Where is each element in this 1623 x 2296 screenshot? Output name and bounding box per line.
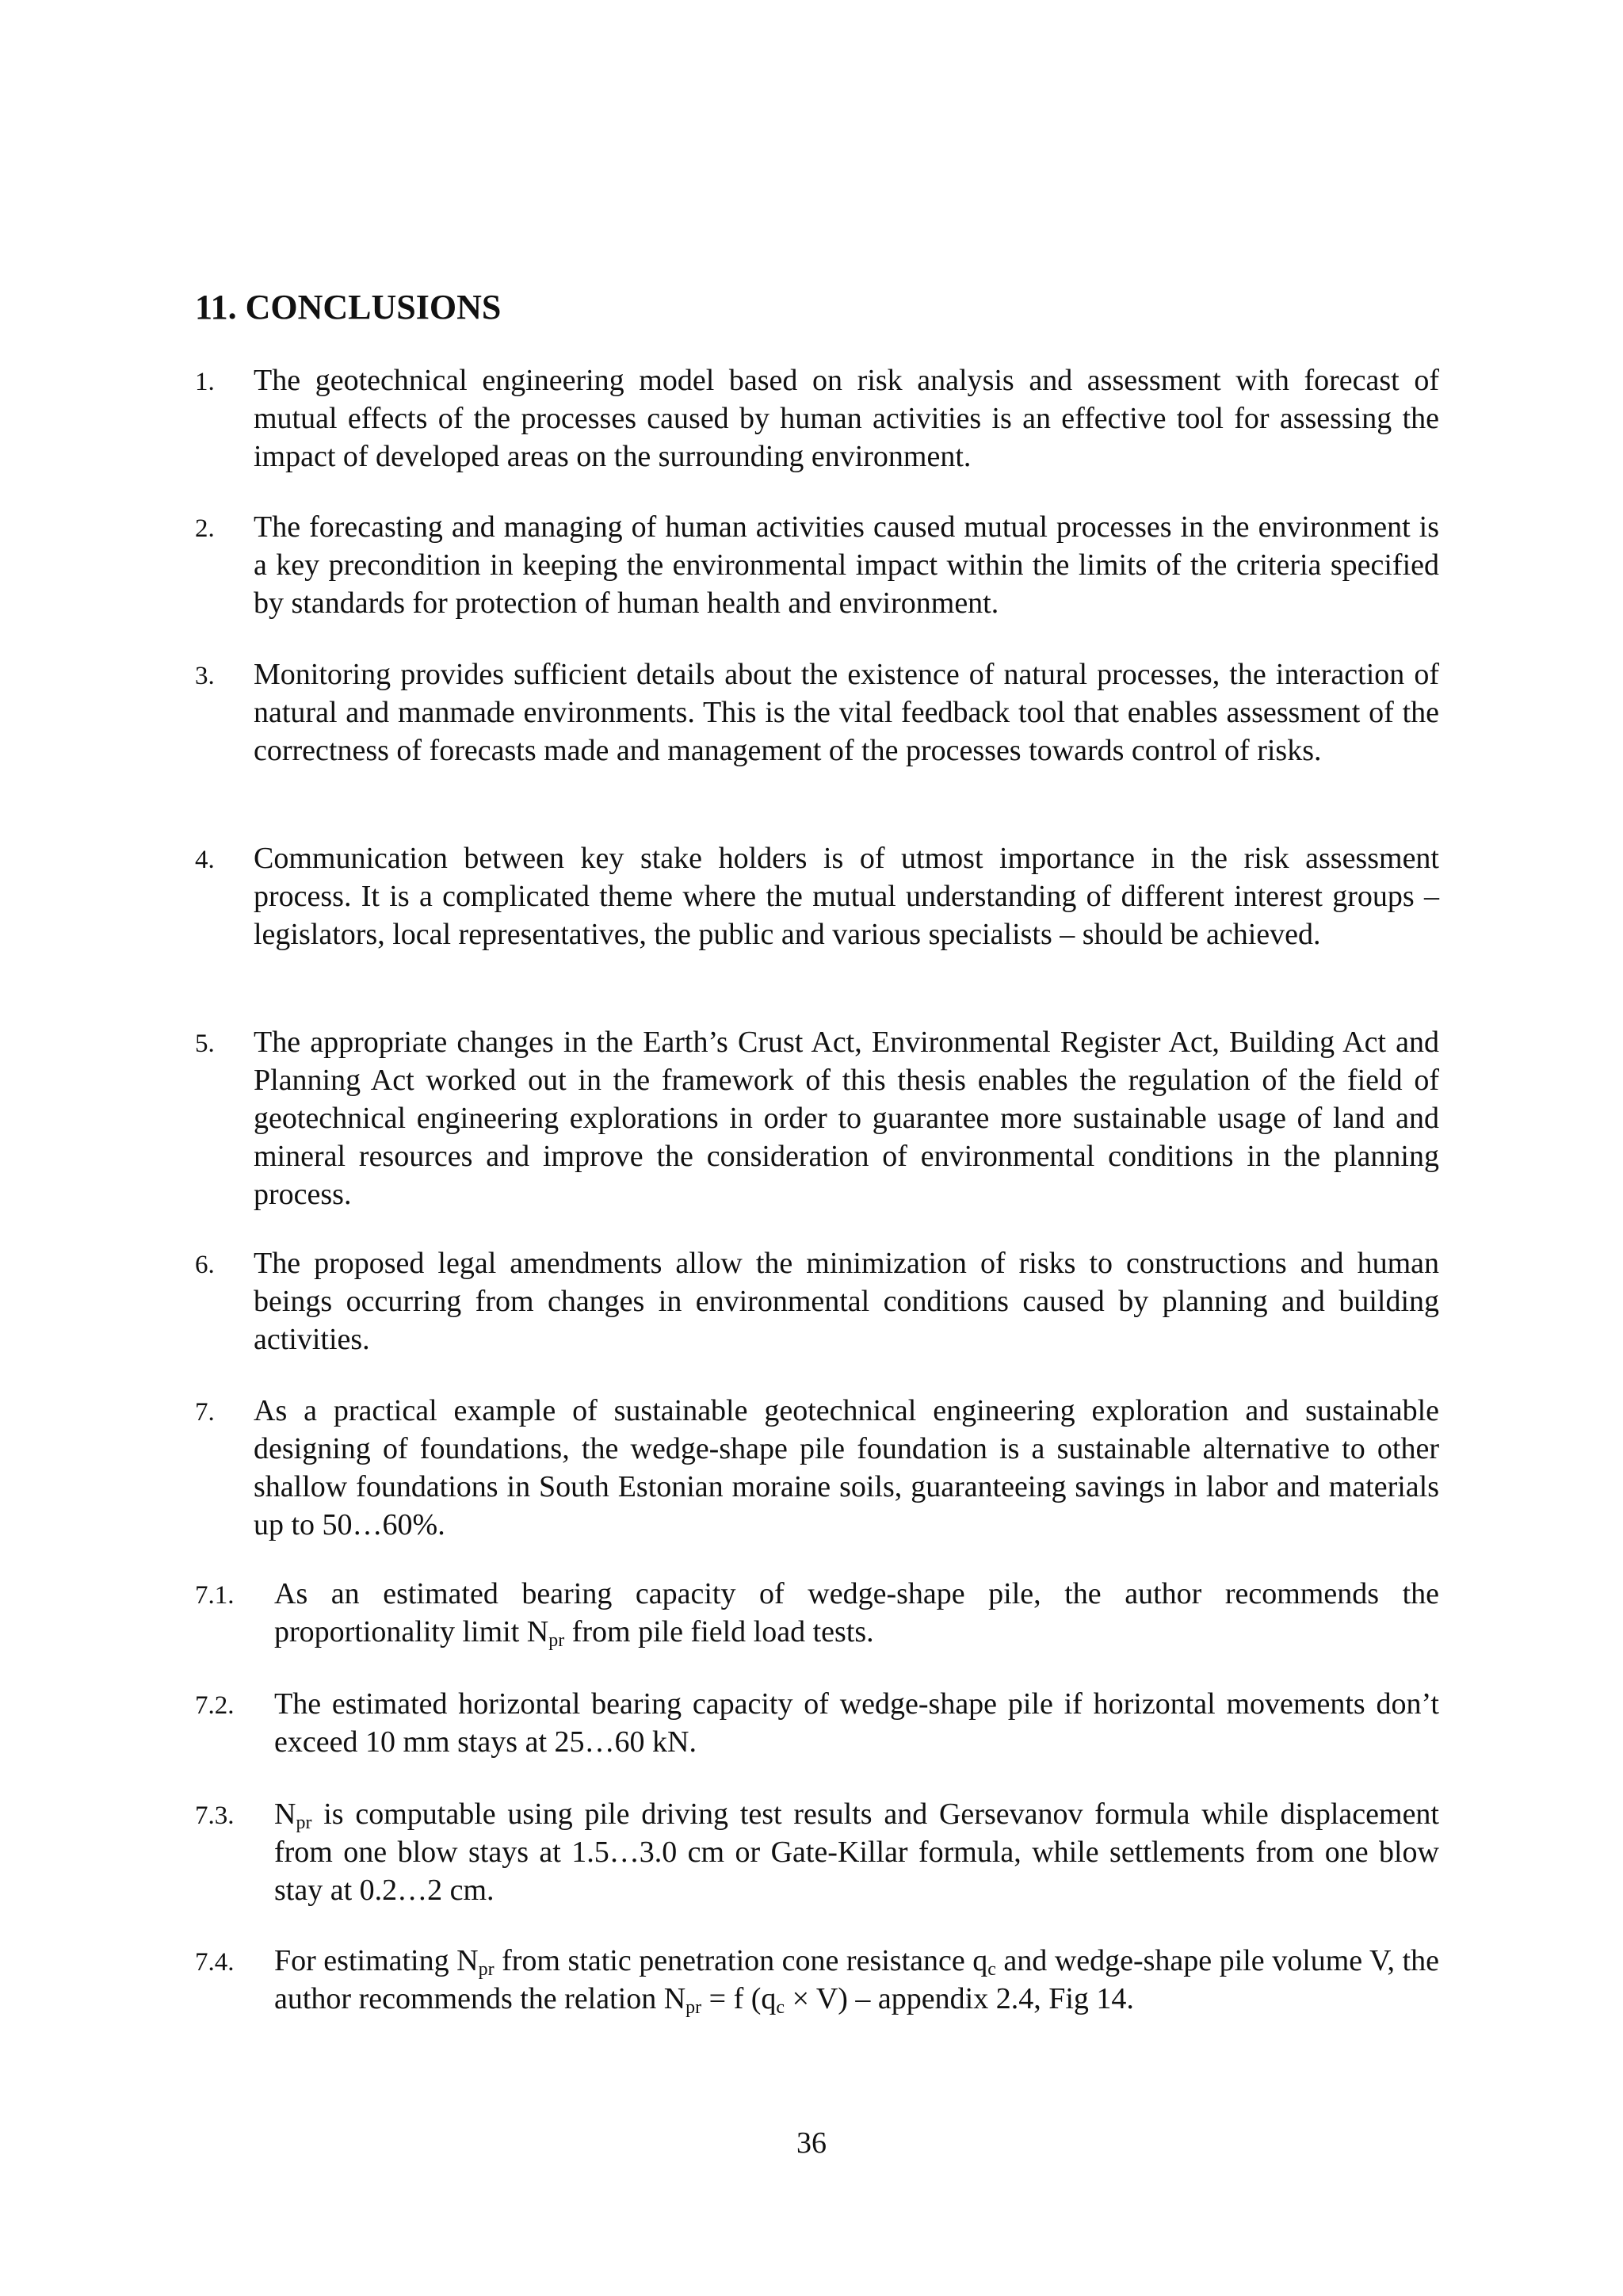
item-text: The appropriate changes in the Earth’s Crust Act, Environmental Register Act, Building Act and Planning Act worked out in the framework of this thesis enables the regulation of the field of geotechnical engineering explorations in order to guarantee more sustainable usage of land and mineral resources and improve the consideration of environmental conditions in the planning process. [254, 1026, 1439, 1211]
item-text: Communication between key stake holders is of utmost importance in the risk assessment process. It is a complicated theme where the mutual understanding of different interest groups – legislators, local representatives, the public and various specialists – should be achieved. [254, 842, 1439, 951]
item-text: $N_{pr}$ is computable using pile driving test results and Gersevanov formula while displacement from one blow stays at 1.5…3.0 cm or Gate-Killar formula, while settlements from one blow stay at 0.2…2 cm. [274, 1797, 1439, 1907]
item-number: 7. [195, 1398, 215, 1427]
item-text: Monitoring provides sufficient details about the existence of natural processes, the interaction of natural and manmade environments. This is the vital feedback tool that enables assessment of the correctness of forecasts made and management of the processes towards control of risks. [254, 658, 1439, 767]
page-number: 36 [796, 2126, 827, 2160]
item-number: 4. [195, 846, 215, 874]
item-text: The geotechnical engineering model based on risk analysis and assessment with forecast of mutual effects of the processes caused by human activities is an effective tool for assessing the impact of developed areas on the surrounding environment. [254, 364, 1439, 473]
item-number: 7.3. [195, 1801, 235, 1830]
item-number: 7.1. [195, 1581, 235, 1610]
item-text: As a practical example of sustainable geotechnical engineering exploration and sustainable designing of foundations, the wedge-shape pile foundation is a sustainable alternative to other shallow foundations in South Estonian moraine soils, guaranteeing savings in labor and materials up to 50…60%. [254, 1394, 1439, 1541]
item-number: 2. [195, 514, 215, 543]
item-number: 5. [195, 1030, 215, 1058]
item-number: 7.2. [195, 1691, 235, 1720]
item-text: The forecasting and managing of human activities caused mutual processes in the environment is a key precondition in keeping the environmental impact within the limits of the criteria specified by standards for protection of human health and environment. [254, 510, 1439, 620]
item-text: The proposed legal amendments allow the minimization of risks to constructions and human beings occurring from changes in environmental conditions caused by planning and building activities. [254, 1247, 1439, 1356]
item-text: The estimated horizontal bearing capacity of wedge-shape pile if horizontal movements don’t exceed 10 mm stays at 25…60 kN. [274, 1687, 1439, 1759]
item-text: As an estimated bearing capacity of wedge-shape pile, the author recommends the proportionality limit $N_{pr}$ from pile field load tests. [274, 1577, 1439, 1651]
item-number: 3. [195, 662, 215, 690]
item-number: 6. [195, 1251, 215, 1279]
item-number: 7.4. [195, 1948, 235, 1977]
item-number: 1. [195, 368, 215, 396]
item-text: For estimating $N_{pr}$ from static penetration cone resistance $q_c$ and wedge-shape pile volume V, the author recommends the relation $N_{pr} = f$ $(q_c \times V)$ – appendix 2.4, Fig 14. [274, 1944, 1439, 2018]
section-heading: 11. CONCLUSIONS [195, 288, 502, 327]
